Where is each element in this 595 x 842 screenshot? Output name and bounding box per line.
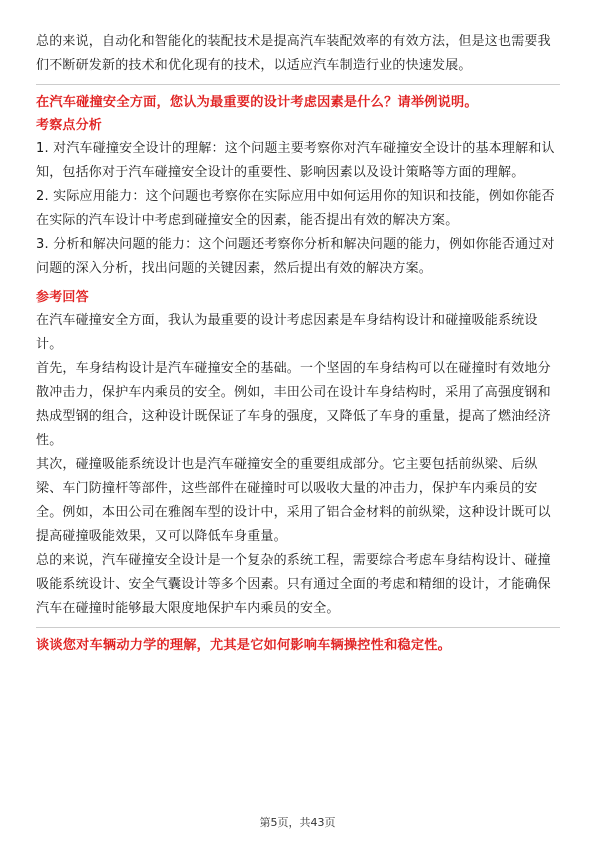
question-title: 在汽车碰撞安全方面，您认为最重要的设计考虑因素是什么？请举例说明。	[36, 95, 478, 110]
page-footer: 第5页，共43页	[259, 816, 336, 829]
answer-paragraph: 其次，碰撞吸能系统设计也是汽车碰撞安全的重要组成部分。它主要包括前纵梁、后纵梁、车门防撞杆等部件，这些部件在碰撞时可以吸收大量的冲击力，保护车内乘员的安全。例如，本田公司在雅阁车型的设计中，采用了铝合金材料的前纵梁，这种设计既可以提高碰撞吸能效果，又可以降低车身重量。	[36, 457, 551, 544]
analysis-point: 2. 实际应用能力：这个问题也考察你在实际应用中如何运用你的知识和技能，例如你能否在实际的汽车设计中考虑到碰撞安全的因素，能否提出有效的解决方案。	[36, 189, 555, 228]
answer-paragraph: 首先，车身结构设计是汽车碰撞安全的基础。一个坚固的车身结构可以在碰撞时有效地分散冲击力，保护车内乘员的安全。例如，丰田公司在设计车身结构时，采用了高强度钢和热成型钢的组合，这种设计既保证了车身的强度，又降低了车身的重量，提高了燃油经济性。	[36, 361, 551, 448]
analysis-heading: 考察点分析	[36, 118, 103, 133]
analysis-point: 1. 对汽车碰撞安全设计的理解：这个问题主要考察你对汽车碰撞安全设计的基本理解和认知，包括你对于汽车碰撞安全设计的重要性、影响因素以及设计策略等方面的理解。	[36, 141, 555, 180]
page-content	[36, 30, 560, 658]
answer-heading: 参考回答	[36, 290, 89, 305]
answer-paragraph: 在汽车碰撞安全方面，我认为最重要的设计考虑因素是车身结构设计和碰撞吸能系统设计。	[36, 313, 538, 352]
next-question-title: 谈谈您对车辆动力学的理解，尤其是它如何影响车辆操控性和稳定性。	[36, 638, 452, 653]
intro-paragraph: 总的来说，自动化和智能化的装配技术是提高汽车装配效率的有效方法，但是这也需要我们不断研发新的技术和优化现有的技术，以适应汽车制造行业的快速发展。	[36, 34, 551, 73]
section-divider	[36, 627, 560, 628]
answer-paragraph: 总的来说，汽车碰撞安全设计是一个复杂的系统工程，需要综合考虑车身结构设计、碰撞吸能系统设计、安全气囊设计等多个因素。只有通过全面的考虑和精细的设计，才能确保汽车在碰撞时能够最大限度地保护车内乘员的安全。	[36, 553, 551, 616]
analysis-point: 3. 分析和解决问题的能力：这个问题还考察你分析和解决问题的能力，例如你能否通过对问题的深入分析，找出问题的关键因素，然后提出有效的解决方案。	[36, 237, 555, 276]
section-divider	[36, 84, 560, 85]
